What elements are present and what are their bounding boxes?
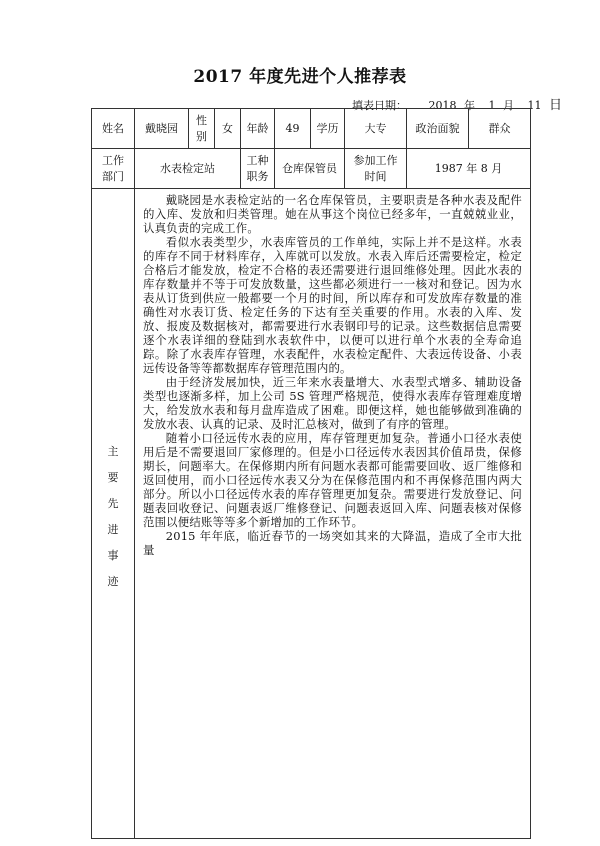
age-value: 49	[275, 109, 311, 149]
fill-date-month-unit: 月	[503, 99, 514, 112]
political-label: 政治面貌	[407, 109, 469, 149]
age-label: 年龄	[241, 109, 275, 149]
row-work-info	[92, 149, 531, 189]
deeds-paragraph: 戴晓园是水表检定站的一名仓库保管员，主要职责是各种水表及配件的入库、发放和归类管理。她在从事这个岗位已经多年，一直兢兢业业，认真负责的完成工作。	[143, 193, 522, 235]
recommendation-form	[91, 108, 531, 839]
dept-label: 工作部门	[92, 149, 135, 189]
fill-date-year-unit: 年	[464, 99, 475, 112]
deeds-paragraph: 随着小口径远传水表的应用，库存管理更加复杂。普通小口径水表使用后是不需要退回厂家修理的。但是小口径远传水表因其价值昂贵，保修期长，问题率大。在保修期内所有问题水表都可能需要回收、返厂维修和返回使用，而小口径远传水表又分为在保修范围内和不再保修范围内两大部分。所以小口径远传水表的库存管理更加复杂。需要进行发放登记、问题表回收登记、问题表返厂维修登记、问题表返回入库、问题表核对保修范围以便结账等等多个新增加的工作环节。	[143, 431, 522, 529]
gender-value: 女	[215, 109, 241, 149]
deeds-paragraph: 由于经济发展加快，近三年来水表量增大、水表型式增多、辅助设备类型也逐渐多样，加上公司 5S 管理严格规范，使得水表库存管理难度增大，给发放水表和每月盘库造成了困难。即便这样，她也能够做到准确的发放水表、认真的记录、及时汇总核对，做到了有序的管理。	[143, 375, 522, 431]
deeds-label-char: 先	[107, 497, 119, 510]
fill-date-label: 填表日期：	[352, 99, 407, 112]
deeds-section-label	[92, 189, 135, 839]
fill-date-month: 1	[488, 99, 496, 112]
row-basic-info	[92, 109, 531, 149]
position-value: 仓库保管员	[275, 149, 345, 189]
start-value: 1987 年 8 月	[407, 149, 531, 189]
row-deeds	[92, 189, 531, 839]
deeds-label-char: 事	[107, 549, 119, 562]
name-value: 戴晓园	[135, 109, 189, 149]
position-label: 工种职务	[241, 149, 275, 189]
deeds-label-char: 要	[107, 471, 119, 484]
dept-value: 水表检定站	[135, 149, 241, 189]
deeds-label-char: 主	[107, 445, 119, 458]
deeds-label-char: 迹	[107, 575, 119, 588]
fill-date-day-unit: 日	[549, 98, 563, 113]
name-label: 姓名	[92, 109, 135, 149]
education-value: 大专	[345, 109, 407, 149]
fill-date-year: 2018	[428, 99, 457, 112]
deeds-paragraph: 看似水表类型少，水表库管员的工作单纯，实际上并不是这样。水表的库存不同于材料库存，入库就可以发放。水表入库后还需要检定，检定合格后才能发放，检定不合格的表还需要进行退回维修处理。因此水表的库存数量并不等于可发放数量，这些都必须进行一一核对和登记。因为水表从订货到供应一般都要一个月的时间，所以库存和可发放库存数量的准确性对水表订货、检定任务的下达有至关重要的作用。水表的入库、发放、报废及数据核对，都需要进行水表钢印号的记录。这些数据信息需要逐个水表详细的登陆到水表软件中，以便可以进行单个水表的全寿命追踪。除了水表库存管理，水表配件，水表检定配件、大表远传设备、小表远传设备等等都数据库存管理范围内的。	[143, 235, 522, 375]
start-label: 参加工作时间	[345, 149, 407, 189]
education-label: 学历	[311, 109, 345, 149]
deeds-content	[135, 189, 531, 839]
deeds-label-char: 进	[107, 523, 119, 536]
political-value: 群众	[469, 109, 531, 149]
form-title: 2017 年度先进个人推荐表	[193, 67, 407, 87]
gender-label: 性别	[189, 109, 215, 149]
deeds-paragraph: 2015 年年底，临近春节的一场突如其来的大降温，造成了全市大批量	[143, 529, 522, 557]
fill-date-day: 11	[527, 99, 542, 112]
